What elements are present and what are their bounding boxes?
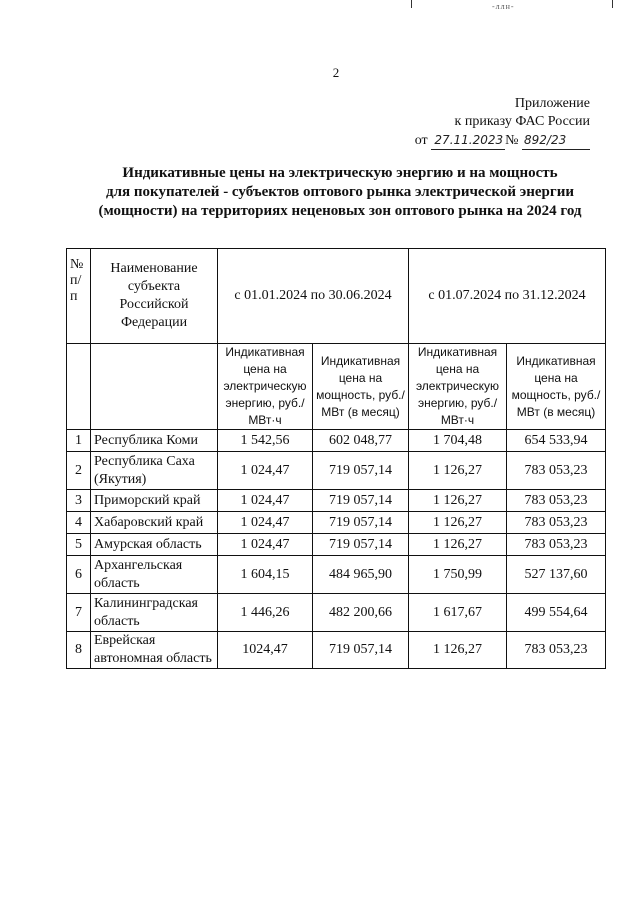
table-header-row: [67, 249, 606, 344]
annex-number-label: №: [505, 133, 519, 148]
power-price-h1: 719 057,14: [313, 452, 409, 490]
annex-block: [415, 95, 590, 150]
table-row: [67, 534, 606, 556]
power-price-h2: 783 053,23: [507, 452, 606, 490]
subheader-energy-price-2: Индикативная цена на электрическую энергию, руб./ МВт·ч: [409, 344, 507, 430]
energy-price-h2: 1 126,27: [409, 534, 507, 556]
annex-from-label: от: [414, 133, 428, 148]
energy-price-h1: 1024,47: [218, 632, 313, 669]
power-price-h2: 783 053,23: [507, 534, 606, 556]
annex-title: Приложение: [514, 96, 590, 111]
table-row: [67, 556, 606, 594]
subject-name: Хабаровский край: [91, 512, 218, 534]
row-number: 5: [67, 534, 91, 556]
title-line: Индикативные цены на электрическую энергию и на мощность: [122, 165, 558, 181]
row-number: 1: [67, 430, 91, 452]
table-row: [67, 490, 606, 512]
subheader-empty: [67, 344, 91, 430]
annex-date-line: [415, 131, 590, 150]
energy-price-h2: 1 126,27: [409, 512, 507, 534]
document-title: [60, 164, 620, 221]
power-price-h1: 719 057,14: [313, 512, 409, 534]
order-date: 27.11.2023: [431, 131, 505, 150]
power-price-h2: 783 053,23: [507, 632, 606, 669]
energy-price-h2: 1 126,27: [409, 490, 507, 512]
subject-name: Еврейская автономная область: [91, 632, 218, 669]
title-line: для покупателей - субъектов оптового рынка электрической энергии: [106, 184, 574, 200]
scan-mark: [612, 0, 613, 8]
energy-price-h1: 1 542,56: [218, 430, 313, 452]
energy-price-h2: 1 126,27: [409, 452, 507, 490]
annex-order: к приказу ФАС России: [454, 114, 590, 129]
row-number: 6: [67, 556, 91, 594]
column-header-period-1: с 01.01.2024 по 30.06.2024: [218, 249, 409, 344]
table-row: [67, 512, 606, 534]
subject-name: Амурская область: [91, 534, 218, 556]
power-price-h2: 654 533,94: [507, 430, 606, 452]
column-header-number: № п/п: [67, 249, 91, 344]
table-row: [67, 430, 606, 452]
energy-price-h2: 1 750,99: [409, 556, 507, 594]
column-header-subject: Наименование субъекта Российской Федерации: [91, 249, 218, 344]
energy-price-h2: 1 126,27: [409, 632, 507, 669]
power-price-h1: 484 965,90: [313, 556, 409, 594]
energy-price-h1: 1 024,47: [218, 452, 313, 490]
power-price-h2: 783 053,23: [507, 512, 606, 534]
table-row: [67, 594, 606, 632]
row-number: 3: [67, 490, 91, 512]
power-price-h2: 783 053,23: [507, 490, 606, 512]
page-number: 2: [332, 65, 340, 80]
energy-price-h2: 1 617,67: [409, 594, 507, 632]
power-price-h1: 719 057,14: [313, 632, 409, 669]
subheader-energy-price-1: Индикативная цена на электрическую энергию, руб./МВт·ч: [218, 344, 313, 430]
energy-price-h1: 1 024,47: [218, 534, 313, 556]
subject-name: Республика Саха (Якутия): [91, 452, 218, 490]
subject-name: Республика Коми: [91, 430, 218, 452]
column-header-period-2: с 01.07.2024 по 31.12.2024: [409, 249, 606, 344]
table-subheader-row: [67, 344, 606, 430]
energy-price-h1: 1 024,47: [218, 512, 313, 534]
prices-table: [66, 248, 606, 669]
subject-name: Приморский край: [91, 490, 218, 512]
subject-name: Калининградская область: [91, 594, 218, 632]
power-price-h2: 527 137,60: [507, 556, 606, 594]
table-row: [67, 632, 606, 669]
table-row: [67, 452, 606, 490]
row-number: 2: [67, 452, 91, 490]
power-price-h2: 499 554,64: [507, 594, 606, 632]
energy-price-h2: 1 704,48: [409, 430, 507, 452]
energy-price-h1: 1 024,47: [218, 490, 313, 512]
power-price-h1: 719 057,14: [313, 490, 409, 512]
subheader-power-price-2: Индикативная цена на мощность, руб./МВт (в месяц): [507, 344, 606, 430]
energy-price-h1: 1 604,15: [218, 556, 313, 594]
subheader-power-price-1: Индикативная цена на мощность, руб./МВт (в месяц): [313, 344, 409, 430]
row-number: 4: [67, 512, 91, 534]
subheader-empty: [91, 344, 218, 430]
order-number: 892/23: [522, 131, 590, 150]
power-price-h1: 482 200,66: [313, 594, 409, 632]
power-price-h1: 719 057,14: [313, 534, 409, 556]
scan-mark: [411, 0, 412, 8]
power-price-h1: 602 048,77: [313, 430, 409, 452]
scan-scribble: -ллн-: [492, 2, 515, 11]
row-number: 8: [67, 632, 91, 669]
title-line: (мощности) на территориях неценовых зон оптового рынка на 2024 год: [98, 203, 582, 219]
energy-price-h1: 1 446,26: [218, 594, 313, 632]
row-number: 7: [67, 594, 91, 632]
subject-name: Архангельская область: [91, 556, 218, 594]
